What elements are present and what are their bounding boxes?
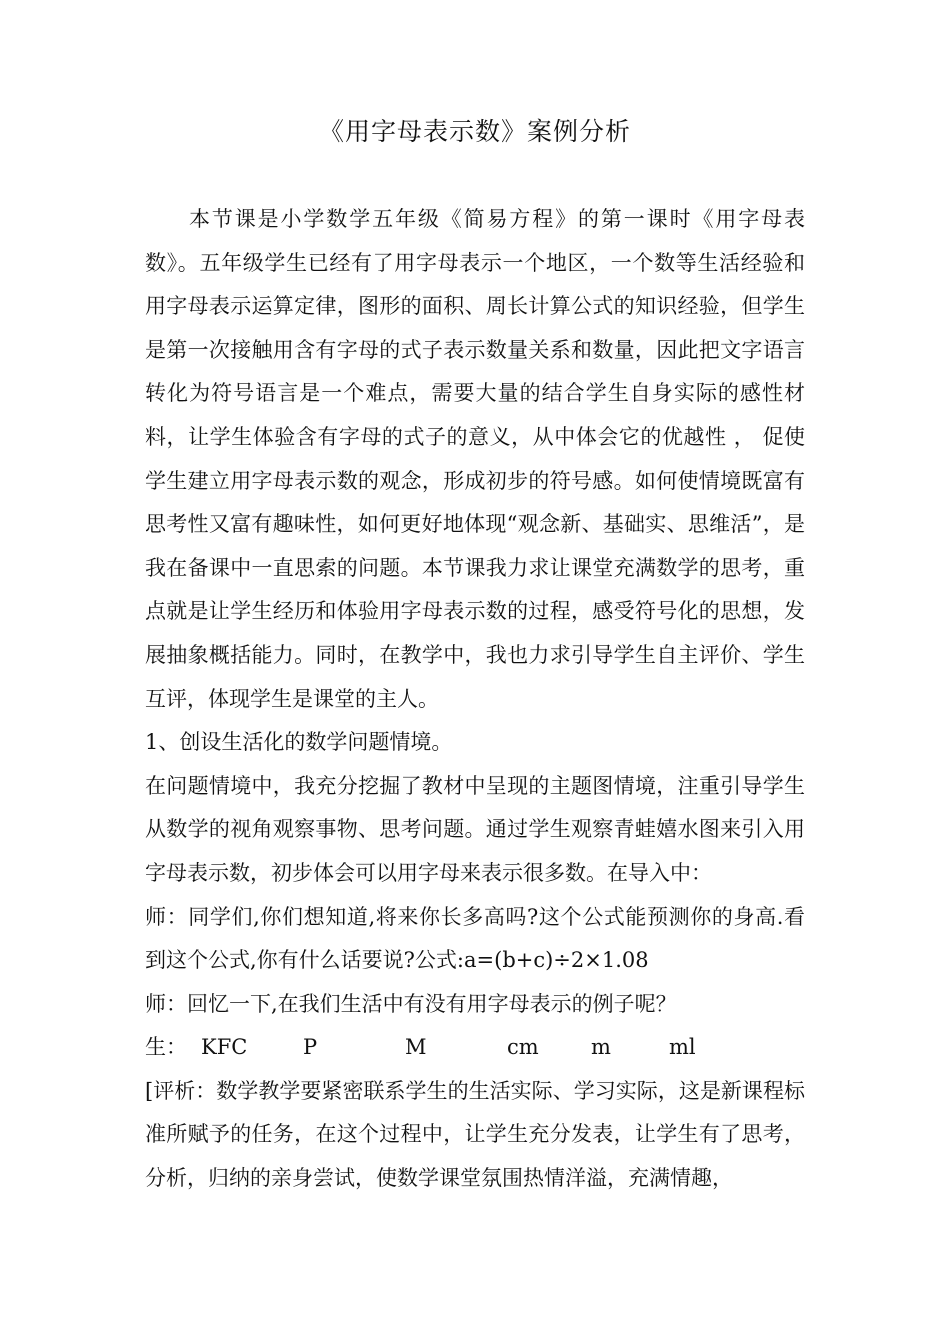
document-title: 《用字母表示数》案例分析 (318, 117, 631, 146)
section-1-heading: 1、创设生活化的数学问题情境。 (145, 730, 453, 755)
intro-paragraph: 本节课是小学数学五年级《简易方程》的第一课时《用字母表数》。五年级学生已经有了用字母表示一个地区，一个数等生活经验和用字母表示运算定律，图形的面积、周长计算公式的知识经验，但学生是第一次接触用含有字母的式子表示数量关系和数量，因此把文字语言转化为符号语言是一个难点，需要大量的结合学生自身实际的感性材料，让学生体验含有字母的式子的意义，从中体会它的优越性 ， 促使学生建立用字母表示数的观念，形成初步的符号感。如何使情境既富有思考性又富有趣味性，如何更好地体现“观念新、基础实、思维活”，是我在备课中一直思索的问题。本节课我力求让课堂充满数学的思考，重点就是让学生经历和体验用字母表示数的过程，感受符号化的思想，发展抽象概括能力。同时，在教学中，我也力求引导学生自主评价、学生互评，体现学生是课堂的主人。 (145, 207, 805, 711)
document-body (145, 198, 805, 1201)
student-answer-row (145, 1026, 805, 1070)
student-answer-label: 生： (145, 1035, 187, 1060)
section-1-paragraph: 在问题情境中，我充分挖掘了教材中呈现的主题图情境，注重引导学生从数学的视角观察事物、思考问题。通过学生观察青蛙嬉水图来引入用字母表示数，初步体会可以用字母来表示很多数。在导入中： (145, 773, 805, 885)
student-answer-item: cm (507, 1035, 539, 1060)
student-answer-item: KFC (201, 1035, 248, 1060)
student-answer-item: ml (669, 1035, 696, 1060)
teacher-question-2: 师：回忆一下,在我们生活中有没有用字母表示的例子呢？ (145, 991, 677, 1016)
evaluation-paragraph: [评析：数学教学要紧密联系学生的生活实际、学习实际，这是新课程标准所赋予的任务，在这个过程中，让学生充分发表，让学生有了思考，分析，归纳的亲身尝试，使数学课堂氛围热情洋溢，充满情趣， (145, 1078, 805, 1191)
student-answer-item: M (405, 1035, 427, 1060)
student-answer-item: m (591, 1035, 611, 1060)
teacher-question-1: 师：同学们,你们想知道,将来你长多高吗?这个公式能预测你的身高.看到这个公式,你有什么话要说?公式:a=(b+c)÷2×1.08 (145, 904, 805, 973)
student-answer-item: P (303, 1035, 318, 1060)
